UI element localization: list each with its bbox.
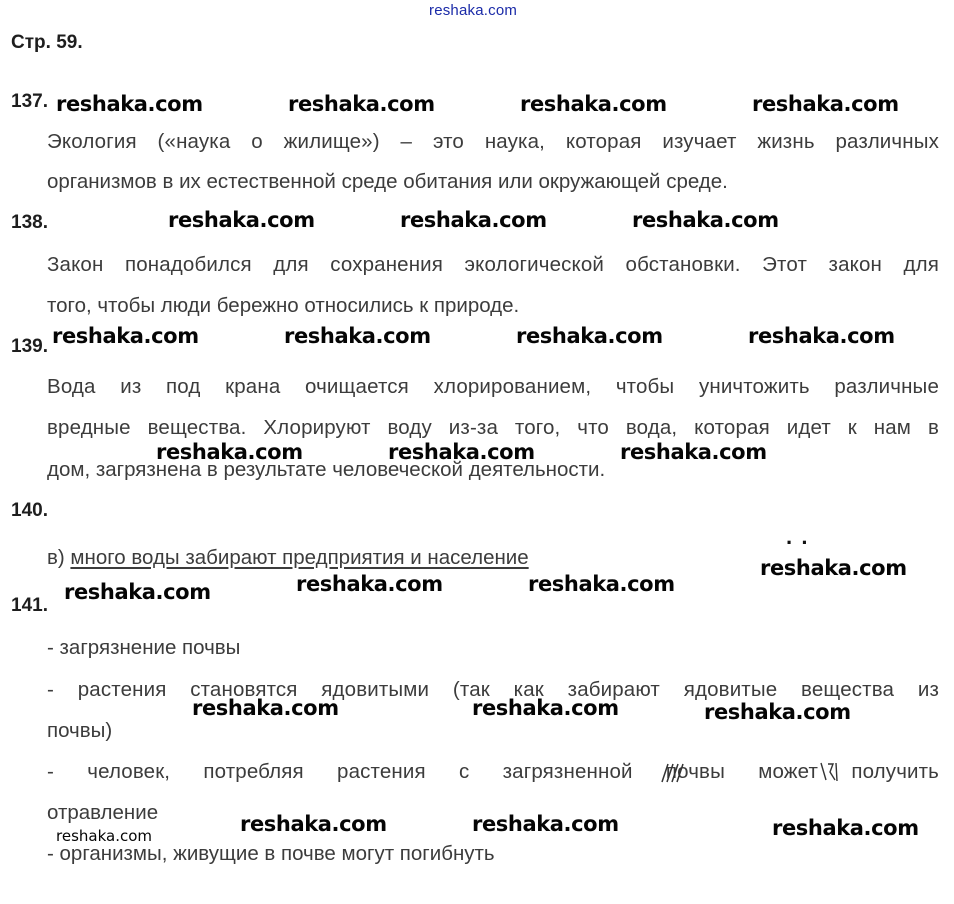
watermark-small: reshaka.com [56,827,152,845]
task-139-line-1: Вода из под крана очищается хлорированием, чтобы уничтожить различные [47,375,939,398]
watermark: reshaka.com [528,572,675,596]
task-141-line-3: почвы) [47,719,113,742]
watermark: reshaka.com [56,92,203,116]
watermark: reshaka.com [284,324,431,348]
task-number-141: 141. [11,595,48,616]
watermark: reshaka.com [240,812,387,836]
task-139-line-2: вредные вещества. Хлорируют воду из-за того, что вода, которая идет к нам в [47,416,939,439]
task-140-answer-text: много воды забирают предприятия и население [70,546,529,569]
watermark: reshaka.com [388,440,535,464]
task-number-137: 137. [11,91,48,112]
task-141-line-2: - растения становятся ядовитыми (так как забирают ядовитые вещества из [47,678,939,701]
watermark: reshaka.com [64,580,211,604]
task-138-line-2: того, чтобы люди бережно относились к природе. [47,294,520,317]
task-139-line-3: дом, загрязнена в результате человеческой деятельности. [47,458,606,481]
watermark: reshaka.com [156,440,303,464]
scribble-mark-icon [818,760,840,784]
task-140-answer-prefix: в) [47,546,65,569]
task-138-line-1: Закон понадобился для сохранения экологической обстановки. Этот закон для [47,253,939,276]
watermark: reshaka.com [296,572,443,596]
task-141-line-5: отравление [47,801,159,824]
task-number-140: 140. [11,500,48,521]
page-title: Стр. 59. [11,32,83,53]
watermark: reshaka.com [192,696,339,720]
site-mark[interactable]: reshaka.com [429,2,518,19]
task-140-answer [47,546,529,570]
watermark: reshaka.com [52,324,199,348]
watermark: reshaka.com [772,816,919,840]
task-141-line-1: - загрязнение почвы [47,636,241,659]
watermark: reshaka.com [400,208,547,232]
task-number-138: 138. [11,212,48,233]
watermark: reshaka.com [760,556,907,580]
scribble-mark-icon [660,760,686,786]
stray-dots: ·· [786,530,817,555]
watermark: reshaka.com [752,92,899,116]
watermark: reshaka.com [632,208,779,232]
watermark: reshaka.com [748,324,895,348]
watermark: reshaka.com [704,700,851,724]
watermark: reshaka.com [288,92,435,116]
watermark: reshaka.com [168,208,315,232]
watermark: reshaka.com [620,440,767,464]
watermark: reshaka.com [472,812,619,836]
watermark: reshaka.com [516,324,663,348]
task-number-139: 139. [11,336,48,357]
task-141-line-6: - организмы, живущие в почве могут погибнуть [47,842,495,865]
task-137-line-2: организмов в их естественной среде обитания или окружающей среде. [47,170,728,193]
watermark: reshaka.com [520,92,667,116]
task-137-line-1: Экология («наука о жилище») – это наука, которая изучает жизнь различных [47,130,939,153]
task-141-line-4: - человек, потребляя растения с загрязненной почвы может получить [47,760,939,783]
watermark: reshaka.com [472,696,619,720]
